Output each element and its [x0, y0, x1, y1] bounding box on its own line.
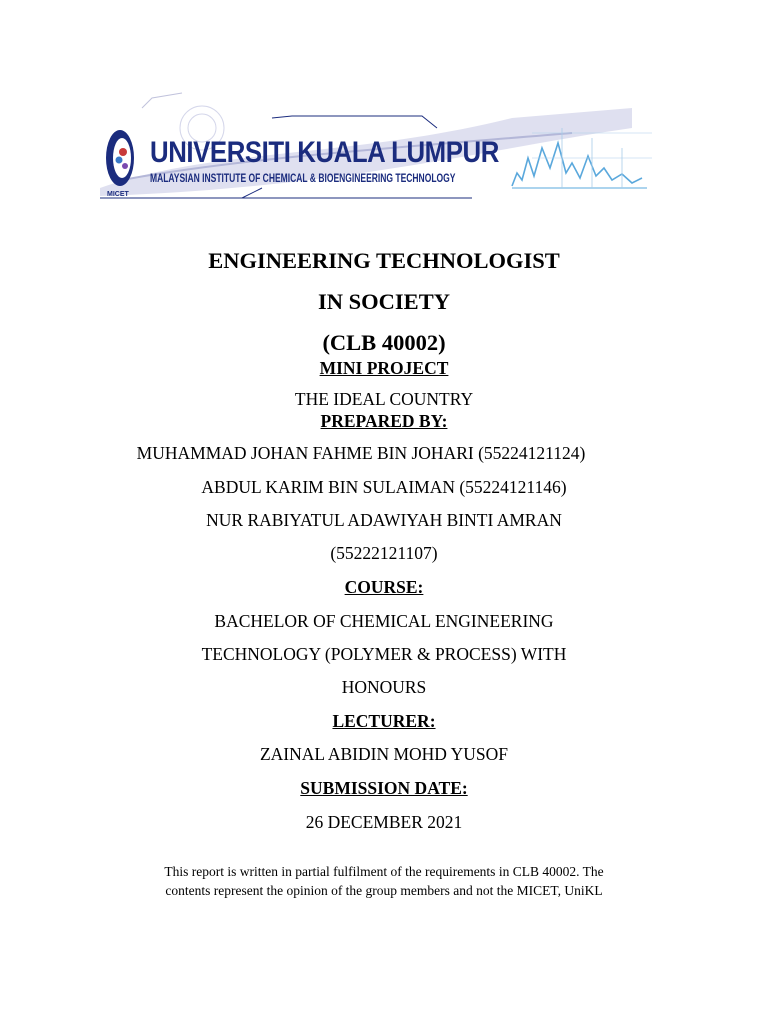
- title-line-1: ENGINEERING TECHNOLOGIST: [208, 248, 560, 273]
- prepared-heading: PREPARED BY:: [320, 411, 448, 431]
- logo-tag: MICET: [107, 191, 129, 198]
- member-3: NUR RABIYATUL ADAWIYAH BINTI AMRAN: [206, 510, 562, 530]
- member-2: ABDUL KARIM BIN SULAIMAN (55224121146): [201, 477, 567, 497]
- lecturer-name: ZAINAL ABIDIN MOHD YUSOF: [259, 744, 509, 764]
- course-code: (CLB 40002): [322, 330, 446, 355]
- member-1: MUHAMMAD JOHAN FAHME BIN JOHARI (55224121124): [136, 443, 586, 463]
- university-name: UNIVERSITI KUALA LUMPUR: [150, 136, 499, 169]
- project-title: THE IDEAL COUNTRY: [294, 389, 474, 409]
- disclaimer-line-1: This report is written in partial fulfilment of the requirements in CLB 40002. The: [164, 864, 604, 879]
- submission-date: 26 DECEMBER 2021: [305, 812, 463, 832]
- institute-name: MALAYSIAN INSTITUTE OF CHEMICAL & BIOENGINEERING TECHNOLOGY: [150, 173, 456, 185]
- title-line-2: IN SOCIETY: [318, 289, 450, 314]
- member-3-id: (55222121107): [330, 543, 438, 563]
- course-line-3: HONOURS: [341, 677, 427, 697]
- disclaimer-line-2: contents represent the opinion of the group members and not the MICET, UniKL: [165, 883, 603, 898]
- lecturer-heading: LECTURER:: [332, 711, 436, 731]
- submission-heading: SUBMISSION DATE:: [300, 778, 468, 798]
- course-heading: COURSE:: [344, 577, 424, 597]
- disclaimer-note: [0, 862, 768, 900]
- course-line-1: BACHELOR OF CHEMICAL ENGINEERING: [214, 611, 554, 631]
- course-line-2: TECHNOLOGY (POLYMER & PROCESS) WITH: [201, 644, 567, 664]
- university-banner: [92, 88, 654, 206]
- project-heading: MINI PROJECT: [319, 358, 449, 378]
